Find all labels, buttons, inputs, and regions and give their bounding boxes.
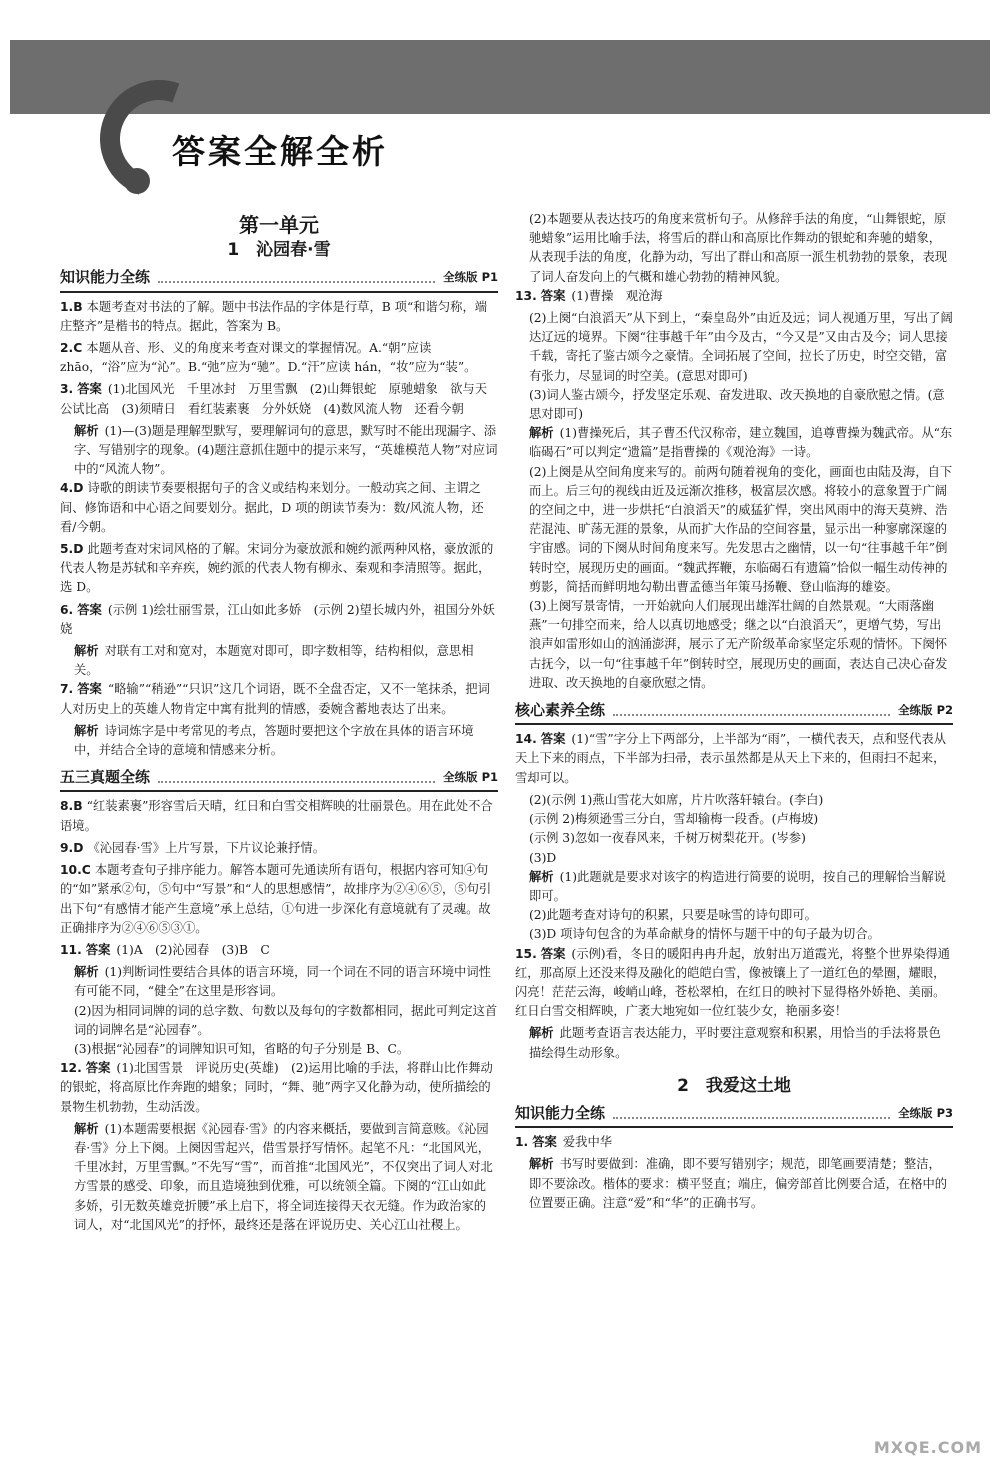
analysis-text: (3)根据“沁园春”的词牌知识可知，省略的句子分别是 B、C。 xyxy=(74,1041,410,1056)
analysis-tag: 解析 xyxy=(74,1121,99,1136)
answer-text: 诗歌的朗读节奏要根据句子的含义或结构来划分。一般动宾之间、主谓之间、修饰语和中心语之间要划分。据此，D 项的朗读节奏为：数/风流人物，还看/今朝。 xyxy=(60,481,484,534)
lesson-title: 2 我爱这土地 xyxy=(677,1075,791,1096)
answer-item xyxy=(60,540,498,598)
analysis-tag: 解析 xyxy=(529,869,554,884)
answer-text: “红装素裹”形容雪后天晴，红日和白雪交相辉映的壮丽景色。用在此处不合语境。 xyxy=(60,799,493,833)
answer-text: (2)上阕“白浪滔天”从下到上，“秦皇岛外”由近及远；词人视通万里，写出了阔达辽远的境界。下阕“往事越千年”由今及古，“今又是”又由古及今；词人思接千载，寄托了鉴古颂今之豪情。全词拓展了空间，拉长了历史，时空交错，富有张力，尽显词的时空美。(意思对即可) xyxy=(529,311,953,383)
right-column xyxy=(515,210,953,1213)
analysis xyxy=(60,722,498,760)
analysis-text: (2)此题考查对诗句的积累，只要是咏雪的诗句即可。 xyxy=(529,908,817,923)
page-title: 答案全解全析 xyxy=(172,132,388,171)
question-number: 12. xyxy=(60,1061,82,1076)
lesson-title: 1 沁园春·雪 xyxy=(227,240,331,261)
question-number: 6. xyxy=(60,602,74,617)
section-divider xyxy=(158,773,435,783)
answer-tag: 答案 xyxy=(540,288,566,303)
question-number: 10.C xyxy=(60,863,91,878)
answer-item xyxy=(60,839,498,858)
answer-tag: 答案 xyxy=(77,602,102,617)
analysis-tag: 解析 xyxy=(529,1157,554,1172)
analysis-text: 诗词炼字是中考常见的考点，答题时要把这个字放在具体的语言环境中，并结合全诗的意境和情感来分析。 xyxy=(74,723,474,758)
analysis xyxy=(60,1120,498,1235)
answer-item xyxy=(515,730,953,788)
analysis-text: 对联有工对和宽对，本题宽对即可，即字数相等，结构相似，意思相关。 xyxy=(74,644,474,678)
section-header xyxy=(515,1104,953,1128)
analysis-tag: 解析 xyxy=(529,426,554,441)
answer-item xyxy=(60,941,498,960)
analysis-text: (2)因为相同词牌的词的总字数、句数以及每句的字数都相同，据此可判定这首词的词牌名是“沁园春”。 xyxy=(74,1003,498,1037)
analysis-text: (3)D 项诗句包含的为革命献身的情怀与题干中的句子最为切合。 xyxy=(529,927,880,942)
answer-text: (示例 1)绘壮丽雪景，江山如此多娇 (示例 2)望长城内外，祖国分外妖娆 xyxy=(60,602,495,636)
analysis xyxy=(515,1155,953,1213)
watermark: MXQE.COM xyxy=(873,1438,982,1457)
question-number: 1.B xyxy=(60,299,83,314)
section-page: 全练版 P2 xyxy=(898,703,953,718)
answer-tag: 答案 xyxy=(85,942,111,957)
question-number: 15. xyxy=(515,946,537,961)
answer-item xyxy=(60,680,498,718)
section-page: 全练版 P1 xyxy=(443,770,498,785)
answer-text: (1)“雪”字分上下两部分，上半部为“雨”，一横代表天，点和竖代表从天上下来的雨点，下半部为扫帚，表示虽然都是从天上下来的，但雨扫不起来，雪却可以。 xyxy=(515,732,946,785)
analysis-tag: 解析 xyxy=(529,1026,554,1041)
section-page: 全练版 P1 xyxy=(443,270,498,285)
question-number: 3. xyxy=(60,382,74,397)
answer-tag: 答案 xyxy=(77,382,102,397)
analysis-text: (1)判断词性要结合具体的语言环境，同一个词在不同的语言环境中词性有可能不同，“健全”在这里是形容词。 xyxy=(74,965,491,999)
analysis-text: (1)本题需要根据《沁园春·雪》的内容来概括，要做到言简意赅。《沁园春·雪》分上下阕。上阕因雪起兴，借雪景抒写情怀。起笔不凡：“北国风光，千里冰封，万里雪飘。”不先写“雪”，而首推“北国风光”，不仅突出了词人对北方雪景的感受、印象，而且造境独到优雅，可以统领全篇。下阕的“江山如此多娇，引无数英雄竞折腰”承上启下，将全词连接得天衣无缝。作为政治家的词人，对“北国风光”的抒怀，最终还是落在评说历史、关心江山社稷上。 xyxy=(74,1121,493,1232)
answer-text: 本题从音、形、义的角度来考查对课文的掌握情况。A.“朝”应读 zhāo，“浴”应为“沁”。B.“弛”应为“驰”。D.“汗”应读 hán，“妆”应为“装”。 xyxy=(60,341,477,375)
section-divider xyxy=(613,1109,890,1119)
section-header xyxy=(60,268,498,292)
answer-text: 本题考查句子排序能力。解答本题可先通读所有语句，根据内容可知④句的“如”紧承②句，⑤句中“写景”和“人的思想感情”，故排序为②④⑥⑤，⑤句引出下句“有感情才能产生意境”承上总结，①句进一步深化有意境就有了灵魂。故正确排序为②④⑥⑤③①。 xyxy=(60,863,492,935)
answer-tag: 答案 xyxy=(540,732,566,747)
analysis-text: (1)—(3)题是理解型默写，要理解词句的意思，默写时不能出现漏字、添字、写错别字的现象。(4)题注意抓住题中的提示来写，“英雄模范人物”对应词中的“风流人物”。 xyxy=(74,423,498,477)
answer-text: 本题考查对书法的了解。题中书法作品的字体是行草，B 项“和谐匀称，端庄整齐”是楷书的特点。据此，答案为 B。 xyxy=(60,299,488,333)
answer-tag: 答案 xyxy=(85,1061,111,1076)
answer-text: 此题考查对宋词风格的了解。宋词分为豪放派和婉约派两种风格，豪放派的代表人物是苏轼和辛弃疾，婉约派的代表人物有柳永、秦观和李清照等。据此，选 D。 xyxy=(60,542,494,595)
answer-item xyxy=(60,298,498,336)
question-number: 14. xyxy=(515,732,537,747)
unit-title: 第一单元 xyxy=(239,213,319,237)
answer-text: (3)词人鉴古颂今，抒发坚定乐观、奋发进取、改天换地的自豪欣慰之情。(意思对即可) xyxy=(529,387,945,422)
question-number: 8.B xyxy=(60,799,83,814)
answer-text: (示例 2)梅须逊雪三分白，雪却输梅一段香。(卢梅坡) xyxy=(529,812,819,827)
section-header xyxy=(515,701,953,725)
answer-item xyxy=(515,945,953,1022)
analysis-text: 书写时要做到：准确，即不要写错别字；规范，即笔画要清楚；整洁，即不要涂改。楷体的要求：横平竖直；端庄，偏旁部首比例要合适，在格中的位置要正确。注意“爱”和“华”的正确书写。 xyxy=(529,1157,948,1210)
analysis-text: (1)此题就是要求对该字的构造进行简要的说明，按自己的理解恰当解说即可。 xyxy=(529,869,946,903)
left-column xyxy=(60,212,498,1235)
answer-item xyxy=(515,287,953,306)
answer-text: “略输”“稍逊”“只识”这几个词语，既不全盘否定，又不一笔抹杀，把词人对历史上的英雄人物肯定中寓有批判的情感，委婉含蓄地表达了出来。 xyxy=(60,682,490,716)
answer-text: (示例)看，冬日的暖阳冉冉升起，放射出万道霞光，将整个世界染得通红，那高原上还没来得及融化的皑皑白雪，像被镶上了一道红色的晕圈，耀眼，闪亮！茫茫云海，峻峭山峰，苍松翠柏，在红日的映衬下显得格外娇艳、美丽。红日白雪交相辉映，广袤大地宛如一位红装少女，艳丽多姿！ xyxy=(515,946,950,1019)
answer-item xyxy=(60,339,498,377)
question-number: 4.D xyxy=(60,481,84,496)
analysis xyxy=(60,963,498,1001)
analysis-tag: 解析 xyxy=(74,965,99,980)
answer-item xyxy=(60,797,498,835)
section-name: 五三真题全练 xyxy=(60,768,151,787)
analysis-tag: 解析 xyxy=(74,644,99,659)
analysis xyxy=(60,422,498,480)
answer-text: (1)北国风光 千里冰封 万里雪飘 (2)山舞银蛇 原驰蜡象 欲与天公试比高 (3)须晴日 看红装素裹 分外妖娆 (4)数风流人物 还看今朝 xyxy=(60,382,487,416)
question-number: 2.C xyxy=(60,341,83,356)
answer-item xyxy=(60,601,498,639)
analysis-text: (3)上阕写景寄情，一开始就向人们展现出雄浑壮阔的自然景观。“大雨落幽燕”一句排空而来，给人以真切地感受；继之以“白浪滔天”，更增气势，写出浪声如雷形如山的汹涌澎湃，展示了无产阶级革命家坚定乐观的情怀。下阕怀古抚今，以一句“往事越千年”倒转时空，展现历史的画面，表达自己决心奋发进取、改天换地的自豪欣慰之情。 xyxy=(529,599,948,690)
answer-text: (1)曹操 观沧海 xyxy=(571,288,663,303)
section-page: 全练版 P3 xyxy=(898,1105,953,1120)
question-number: 9.D xyxy=(60,840,84,855)
question-number: 13. xyxy=(515,288,537,303)
section-name: 核心素养全练 xyxy=(515,701,606,720)
answer-text: 爱我中华 xyxy=(562,1135,613,1150)
answer-item xyxy=(60,1059,498,1117)
answer-item xyxy=(515,1133,953,1152)
answer-tag: 答案 xyxy=(77,682,102,697)
section-header xyxy=(60,768,498,792)
question-number: 7. xyxy=(60,682,74,697)
analysis-tag: 解析 xyxy=(74,723,99,738)
analysis-text: (2)上阕是从空间角度来写的。前两句随着视角的变化，画面也由陆及海，自下而上。后三句的视线由近及远渐次推移，极富层次感。将较小的意象置于广阔的空间之中，进一步烘托“白浪滔天”的威猛犷悍，突出风雨中的海天莫辨、浩茫混沌、旷荡无涯的景象，从而扩大作品的空间容量，显示出一种寥廓深邃的宇宙感。词的下阕从时间角度来写。先发思古之幽情，以一句“往事越千年”倒转时空，展现历史的画面。“魏武挥鞭，东临碣石有遗篇”恰似一幅生动传神的剪影，简括而鲜明地勾勒出曹孟德当年策马扬鞭、登山临海的雄姿。 xyxy=(529,464,953,594)
question-number: 1. xyxy=(515,1135,529,1150)
analysis xyxy=(60,642,498,680)
answer-text: (1)北国雪景 评说历史(英雄) (2)运用比喻的手法，将群山比作舞动的银蛇，将高原比作奔跑的蜡象；同时，“舞、驰”两字又化静为动，使所描绘的景物生机勃勃，生动活泼。 xyxy=(60,1061,493,1114)
answer-item xyxy=(60,479,498,537)
logo-dot-icon xyxy=(124,168,150,194)
section-divider xyxy=(613,706,890,716)
answer-item xyxy=(60,380,498,418)
answer-text: 《沁园春·雪》上片写景，下片议论兼抒情。 xyxy=(87,840,325,855)
answer-text: (2)(示例 1)燕山雪花大如席，片片吹落轩辕台。(李白) xyxy=(529,792,824,807)
section-name: 知识能力全练 xyxy=(515,1103,606,1122)
answer-tag: 答案 xyxy=(532,1135,557,1150)
answer-tag: 答案 xyxy=(540,946,566,961)
answer-item xyxy=(60,861,498,938)
analysis xyxy=(515,868,953,906)
answer-text: (示例 3)忽如一夜春风来，千树万树梨花开。(岑参) xyxy=(529,831,806,846)
section-divider xyxy=(158,273,435,283)
analysis-text: 此题考查语言表达能力，平时要注意观察和积累，用恰当的手法将景色描绘得生动形象。 xyxy=(529,1026,941,1060)
analysis-text: (1)曹操死后，其子曹丕代汉称帝，建立魏国，追尊曹操为魏武帝。从“东临碣石”可以判定“遗篇”是指曹操的《观沧海》一诗。 xyxy=(529,426,953,460)
analysis-text: (2)本题要从表达技巧的角度来赏析句子。从修辞手法的角度，“山舞银蛇，原驰蜡象”运用比喻手法，将雪后的群山和高原比作舞动的银蛇和奔驰的蜡象，从表现手法的角度，化静为动，写出了群山和高原一派生机勃勃的景象，表现了词人奋发向上的气概和雄心勃勃的精神风貌。 xyxy=(529,212,948,284)
section-name: 知识能力全练 xyxy=(60,268,151,287)
answer-text: (1)A (2)沁园春 (3)B C xyxy=(116,942,270,957)
question-number: 5.D xyxy=(60,542,84,557)
analysis xyxy=(515,1024,953,1062)
question-number: 11. xyxy=(60,942,82,957)
analysis xyxy=(515,424,953,462)
analysis-tag: 解析 xyxy=(74,423,99,438)
answer-text: (3)D xyxy=(529,850,557,865)
